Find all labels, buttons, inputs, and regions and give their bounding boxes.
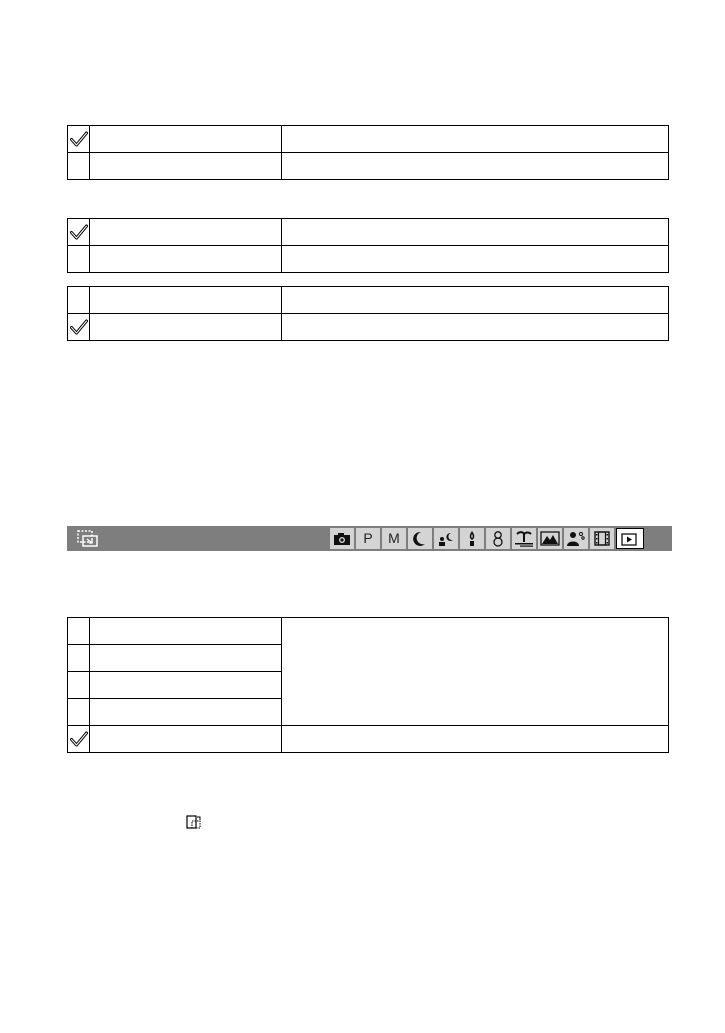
table-row[interactable] — [68, 726, 669, 753]
default-mark-cell — [68, 645, 90, 672]
table-row[interactable] — [68, 126, 669, 153]
playback-icon[interactable] — [616, 528, 644, 549]
table-row[interactable] — [68, 246, 669, 273]
option-name-cell — [90, 287, 282, 314]
option-description-cell — [282, 314, 669, 341]
twilight-portrait-icon[interactable] — [434, 528, 458, 549]
landscape-icon[interactable] — [538, 528, 562, 549]
default-mark-cell — [68, 219, 90, 246]
option-name-cell — [90, 699, 282, 726]
snow-icon[interactable] — [486, 528, 510, 549]
option-name-cell — [90, 314, 282, 341]
option-description-cell — [282, 126, 669, 153]
checkmark-icon — [70, 319, 88, 335]
option-table-3 — [67, 286, 669, 341]
option-name-cell — [90, 126, 282, 153]
default-mark-cell — [68, 287, 90, 314]
option-table-4 — [67, 617, 669, 753]
option-table-1 — [67, 125, 669, 180]
option-name-cell — [90, 726, 282, 753]
soft-portrait-icon[interactable] — [564, 528, 588, 549]
checkmark-icon — [70, 131, 88, 147]
default-mark-cell — [68, 153, 90, 180]
default-mark-cell — [68, 246, 90, 273]
option-name-cell — [90, 672, 282, 699]
mode-icons — [330, 528, 644, 549]
default-mark-cell — [68, 314, 90, 341]
option-description-cell — [282, 246, 669, 273]
option-description-cell — [282, 287, 669, 314]
program-icon[interactable]: P — [356, 528, 380, 549]
checkmark-icon — [70, 731, 88, 747]
movie-icon[interactable] — [590, 528, 614, 549]
table-row[interactable] — [68, 618, 669, 645]
checkmark-icon — [70, 224, 88, 240]
default-mark-cell — [68, 126, 90, 153]
option-description-cell — [282, 153, 669, 180]
mode-bar — [67, 526, 672, 551]
twilight-icon[interactable] — [408, 528, 432, 549]
option-name-cell — [90, 219, 282, 246]
option-table-2 — [67, 218, 669, 273]
image-size-menu-icon — [77, 530, 99, 547]
option-description-cell — [282, 618, 669, 726]
manual-icon[interactable]: M — [382, 528, 406, 549]
option-name-cell — [90, 153, 282, 180]
candle-icon[interactable] — [460, 528, 484, 549]
option-name-cell — [90, 246, 282, 273]
option-name-cell — [90, 618, 282, 645]
image-size-inline-icon — [186, 815, 202, 830]
table-row[interactable] — [68, 287, 669, 314]
default-mark-cell — [68, 672, 90, 699]
default-mark-cell — [68, 726, 90, 753]
option-description-cell — [282, 219, 669, 246]
table-row[interactable] — [68, 219, 669, 246]
table-row[interactable] — [68, 153, 669, 180]
default-mark-cell — [68, 618, 90, 645]
camera-auto-icon[interactable] — [330, 528, 354, 549]
beach-icon[interactable] — [512, 528, 536, 549]
option-name-cell — [90, 645, 282, 672]
default-mark-cell — [68, 699, 90, 726]
table-row[interactable] — [68, 314, 669, 341]
option-description-cell — [282, 726, 669, 753]
